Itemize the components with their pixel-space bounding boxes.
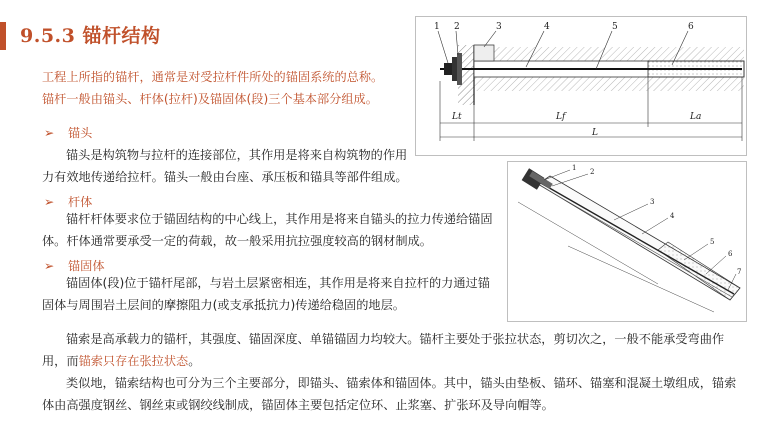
section-number: 9.5.3 bbox=[20, 25, 76, 47]
heading-rod-body: ➢ 杆体 bbox=[44, 195, 93, 209]
intro-text bbox=[42, 66, 414, 110]
dimension-lt: Lt bbox=[452, 112, 462, 122]
paragraph-anchorage: 锚固体(段)位于锚杆尾部，与岩土层紧密相连，其作用是将来自拉杆的力通过锚固体与周围岩土层间的摩擦阻力(或支承抵抗力)传递给稳固的地层。 bbox=[42, 276, 490, 312]
callout-label: 4 bbox=[544, 22, 550, 32]
callout-label: 1 bbox=[434, 22, 440, 32]
page-title bbox=[20, 22, 161, 50]
dimension-la: La bbox=[690, 112, 702, 122]
heading-anchorage: ➢ 锚固体 bbox=[44, 259, 105, 273]
intro-line: 工程上所指的锚杆，通常是对受拉杆件所处的锚固系统的总称。 bbox=[42, 70, 384, 84]
callout-label: 4 bbox=[670, 212, 675, 220]
callout-label: 2 bbox=[454, 22, 460, 32]
chevron-right-icon: ➢ bbox=[44, 259, 55, 273]
callout-label: 5 bbox=[612, 22, 618, 32]
section-title: 锚杆结构 bbox=[82, 25, 161, 47]
callout-label: 1 bbox=[572, 164, 577, 172]
callout-label: 6 bbox=[728, 250, 733, 258]
heading-anchor-head: ➢ 锚头 bbox=[44, 126, 93, 140]
chevron-right-icon: ➢ bbox=[44, 195, 55, 209]
title-accent-bar bbox=[0, 22, 6, 50]
callout-label: 6 bbox=[688, 22, 694, 32]
callout-label: 5 bbox=[710, 238, 715, 246]
dimension-lf: Lf bbox=[556, 112, 566, 122]
callout-label: 2 bbox=[590, 168, 595, 176]
callout-label: 7 bbox=[737, 268, 742, 276]
intro-line: 锚杆一般由锚头、杆体(拉杆)及锚固体(段)三个基本部分组成。 bbox=[42, 92, 378, 106]
callout-label: 3 bbox=[650, 198, 655, 206]
paragraph-rod-body: 锚杆杆体要求位于锚固结构的中心线上，其作用是将来自锚头的拉力传递给锚固体。杆体通常要承受一定的荷载，故一般采用抗拉强度较高的钢材制成。 bbox=[42, 212, 493, 248]
dimension-l: L bbox=[592, 128, 598, 138]
paragraph-anchor-cable: 锚索是高承载力的锚杆，其强度、锚固深度、单锚锚固力均较大。锚杆主要处于张拉状态，剪切次之，一般不能承受弯曲作用，而锚索只存在张拉状态。 类似地，锚索结构也可分为三个主要部分，即锚头、锚索体和锚固体。其中，锚头由垫板、锚环、锚塞和混凝土墩组成，锚索体由高强度钢丝、钢丝束或钢绞线制成，锚固体主要包括定位环、止浆塞、扩张环及导向帽等。 bbox=[42, 328, 742, 416]
paragraph-anchor-head: 锚头是构筑物与拉杆的连接部位，其作用是将来自构筑物的作用力有效地传递给拉杆。锚头一般由台座、承压板和锚具等部件组成。 bbox=[42, 148, 408, 184]
callout-label: 3 bbox=[496, 22, 502, 32]
highlight-tension-only: 锚索只存在张拉状态 bbox=[78, 354, 189, 368]
paragraph-cable-structure: 类似地，锚索结构也可分为三个主要部分，即锚头、锚索体和锚固体。其中，锚头由垫板、锚环、锚塞和混凝土墩组成，锚索体由高强度钢丝、钢丝束或钢绞线制成，锚固体主要包括定位环、止浆塞、扩张环及导向帽等。 bbox=[42, 376, 737, 412]
figure-anchor-rod-section bbox=[415, 16, 747, 156]
chevron-right-icon: ➢ bbox=[44, 126, 55, 140]
figure-anchor-cable-inclined bbox=[507, 161, 747, 322]
